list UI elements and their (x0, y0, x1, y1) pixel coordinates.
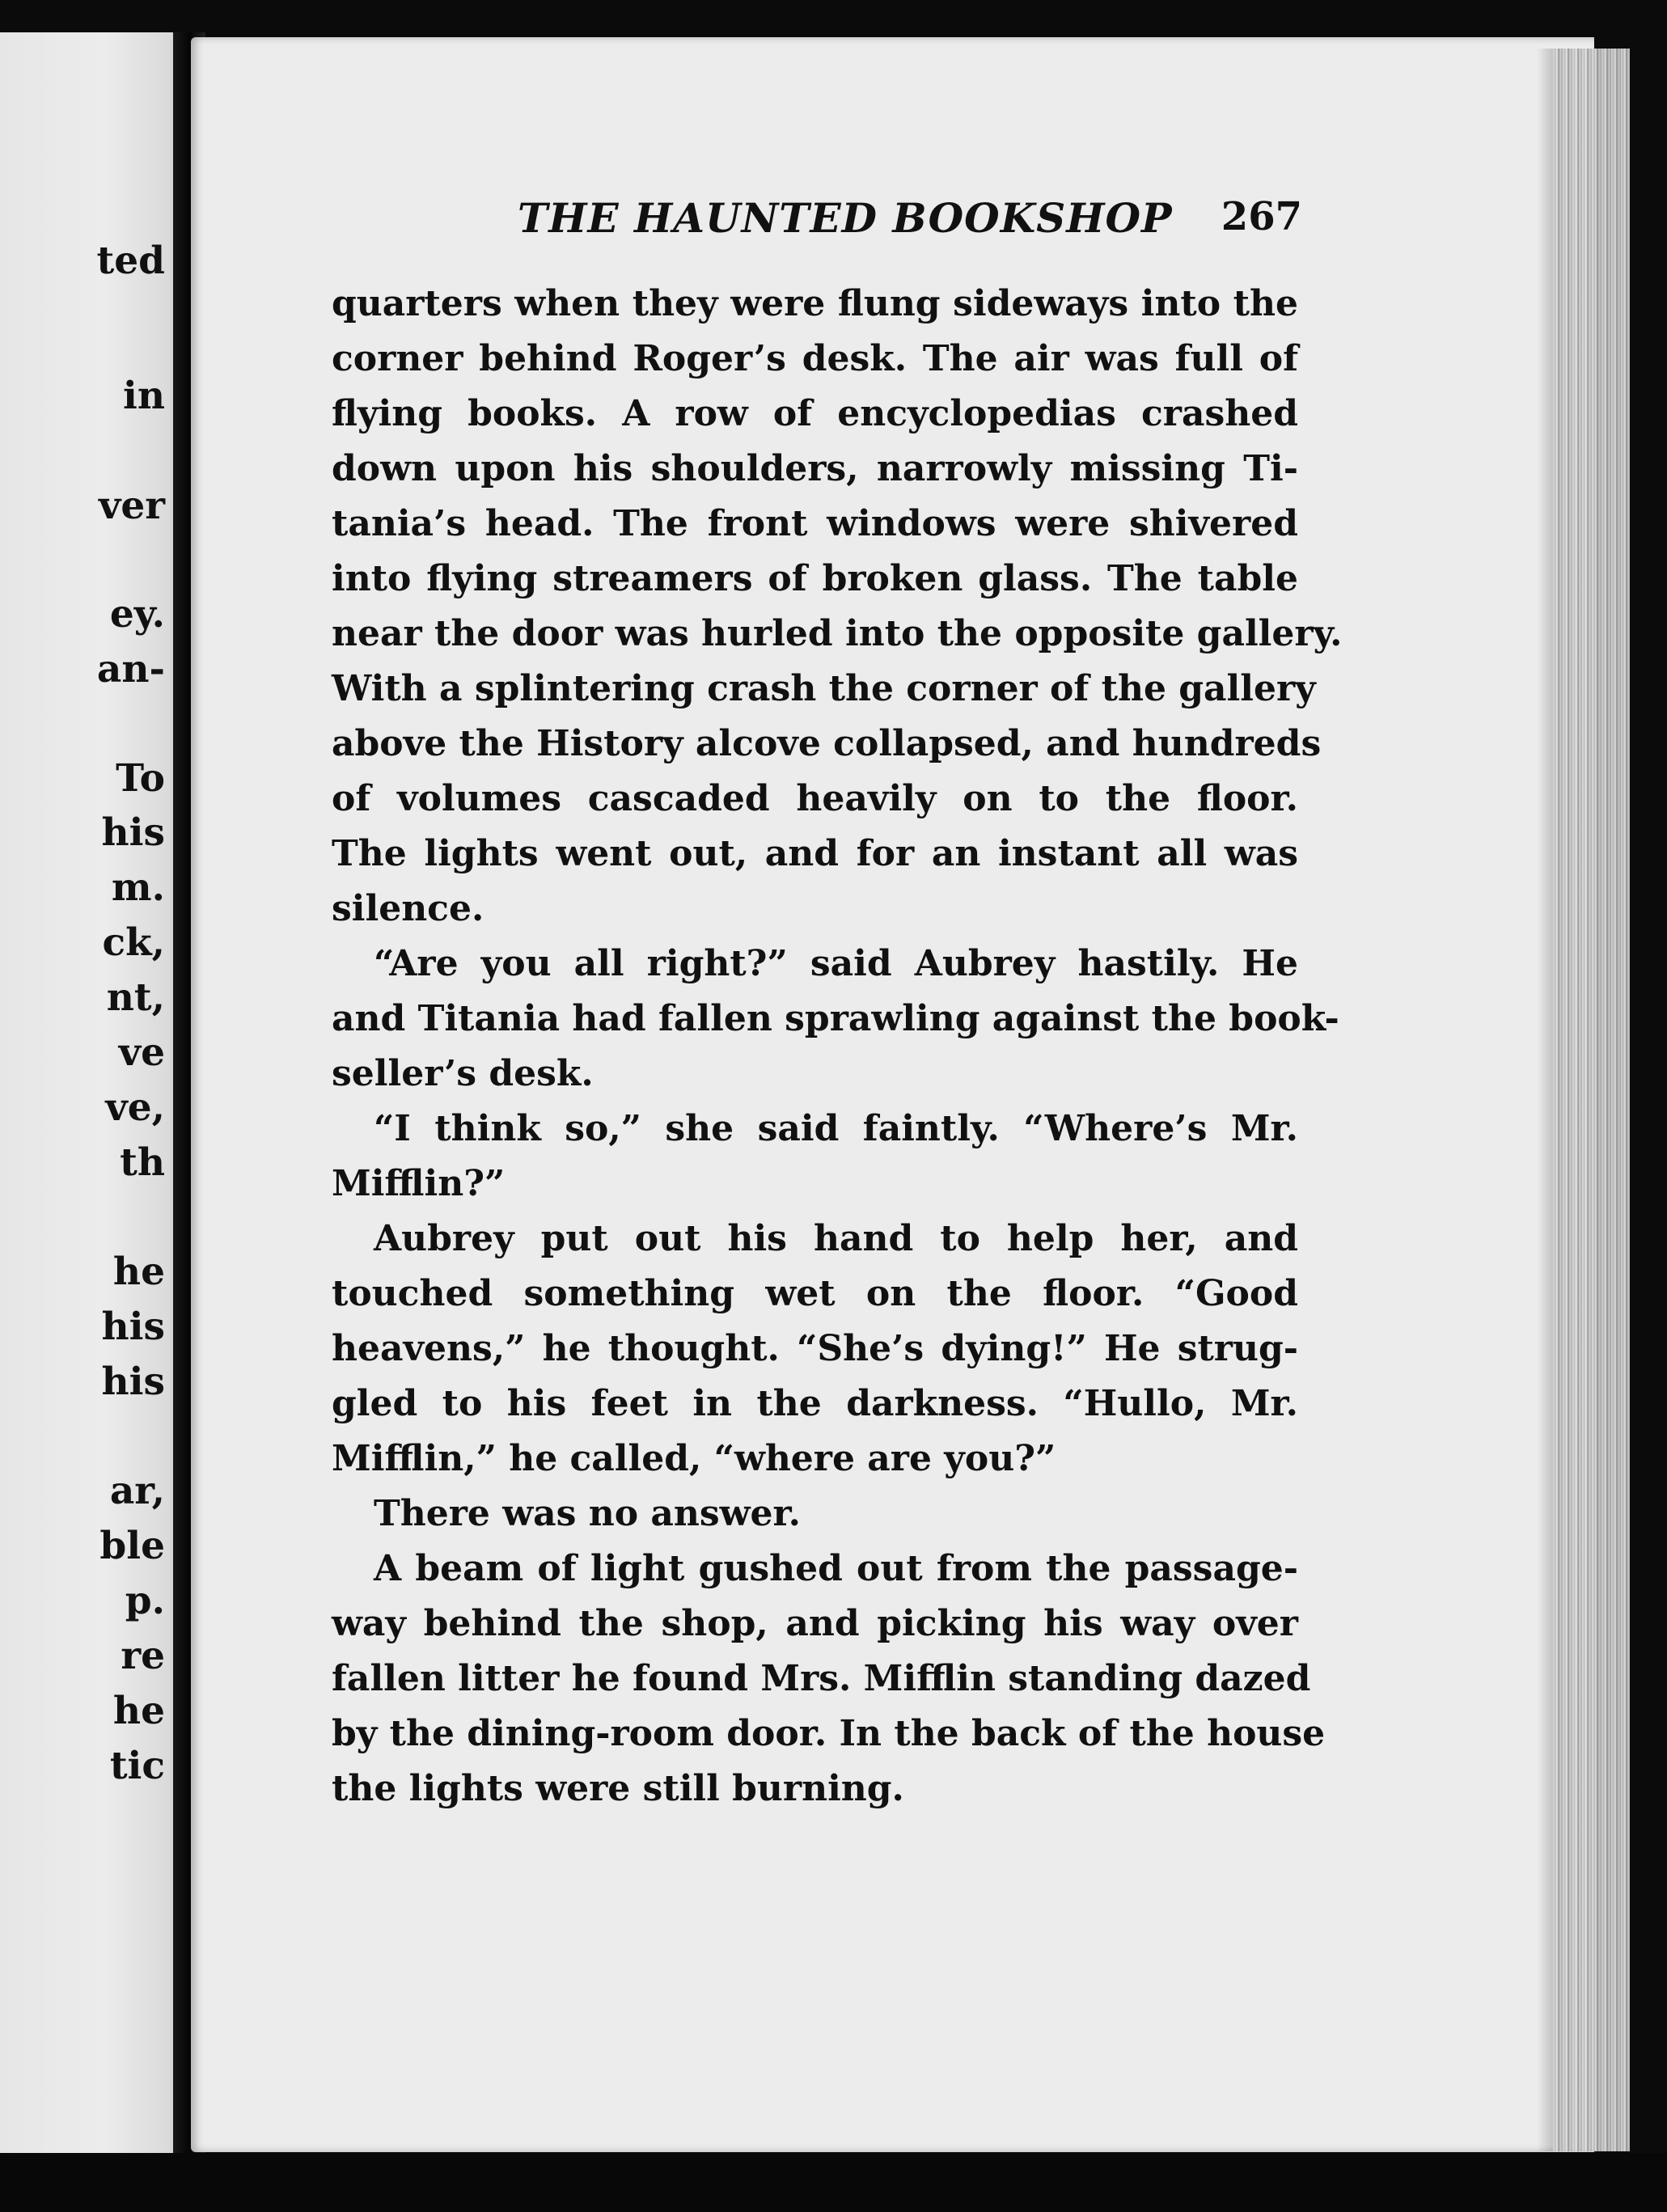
page-number: 267 (1221, 194, 1302, 239)
text-line: There was no answer. (374, 1493, 801, 1534)
text-line: Mifflin?” (332, 1163, 506, 1204)
book-fore-edge (1553, 49, 1630, 2151)
text-line: by the dining-room door. In the back of the house (332, 1713, 1326, 1754)
text-line: near the door was hurled into the opposite gallery. (332, 613, 1343, 654)
text-line: With a splintering crash the corner of the gallery (332, 668, 1316, 709)
body-text (332, 277, 1343, 1817)
text-line: of volumes cascaded heavily on to the floor. (332, 778, 1298, 819)
previous-page-word: ver (99, 484, 165, 528)
previous-page-fragment (0, 32, 173, 2180)
previous-page-word: ar, (109, 1469, 165, 1513)
previous-page-word: ve (118, 1030, 165, 1075)
text-line: above the History alcove collapsed, and hundreds (332, 723, 1322, 764)
text-line: touched something wet on the floor. “Good (332, 1273, 1298, 1314)
text-line: quarters when they were flung sideways into the (332, 283, 1298, 324)
scan-border (0, 2153, 1667, 2212)
previous-page-word: his (101, 810, 165, 855)
previous-page-word: nt, (106, 975, 165, 1020)
text-line: corner behind Roger’s desk. The air was full of (332, 338, 1298, 379)
previous-page-word: an- (96, 647, 165, 692)
previous-page-word: p. (125, 1579, 165, 1623)
text-line: “Are you all right?” said Aubrey hastily. He (374, 943, 1298, 984)
previous-page-word: his (101, 1305, 165, 1349)
text-line: gled to his feet in the darkness. “Hullo, Mr. (332, 1383, 1298, 1424)
text-line: the lights were still burning. (332, 1768, 904, 1809)
text-line: and Titania had fallen sprawling against the book- (332, 998, 1339, 1039)
text-line: heavens,” he thought. “She’s dying!” He strug- (332, 1328, 1298, 1369)
text-line: flying books. A row of encyclopedias crashed (332, 393, 1298, 434)
text-line: tania’s head. The front windows were shivered (332, 503, 1298, 544)
page-header (518, 194, 1302, 259)
previous-page-word: m. (111, 865, 165, 910)
running-title: THE HAUNTED BOOKSHOP (518, 194, 1173, 242)
text-line: down upon his shoulders, narrowly missing Ti- (332, 448, 1298, 489)
text-line: into flying streamers of broken glass. The table (332, 558, 1298, 599)
text-line: seller’s desk. (332, 1053, 594, 1094)
text-line: fallen litter he found Mrs. Mifflin standing dazed (332, 1658, 1311, 1699)
previous-page-word: his (101, 1360, 165, 1404)
previous-page-word: re (121, 1634, 165, 1678)
text-line: The lights went out, and for an instant all was (332, 833, 1298, 874)
previous-page-word: in (122, 374, 165, 418)
previous-page-word: ck, (102, 920, 165, 965)
previous-page-word: To (116, 756, 165, 801)
previous-page-word: he (112, 1250, 165, 1294)
previous-page-word: ted (96, 239, 165, 283)
previous-page-word: ey. (109, 592, 165, 637)
text-line: Mifflin,” he called, “where are you?” (332, 1438, 1056, 1479)
previous-page-word: th (120, 1140, 165, 1185)
previous-page-word: ble (99, 1524, 165, 1568)
previous-page-word: tic (109, 1744, 165, 1788)
text-line: Aubrey put out his hand to help her, and (374, 1218, 1298, 1259)
text-line: A beam of light gushed out from the passage- (374, 1548, 1298, 1589)
text-line: way behind the shop, and picking his way over (332, 1603, 1298, 1644)
previous-page-word: ve, (105, 1085, 165, 1130)
previous-page-word: he (112, 1689, 165, 1733)
text-line: “I think so,” she said faintly. “Where’s Mr. (374, 1108, 1298, 1149)
text-line: silence. (332, 888, 484, 929)
